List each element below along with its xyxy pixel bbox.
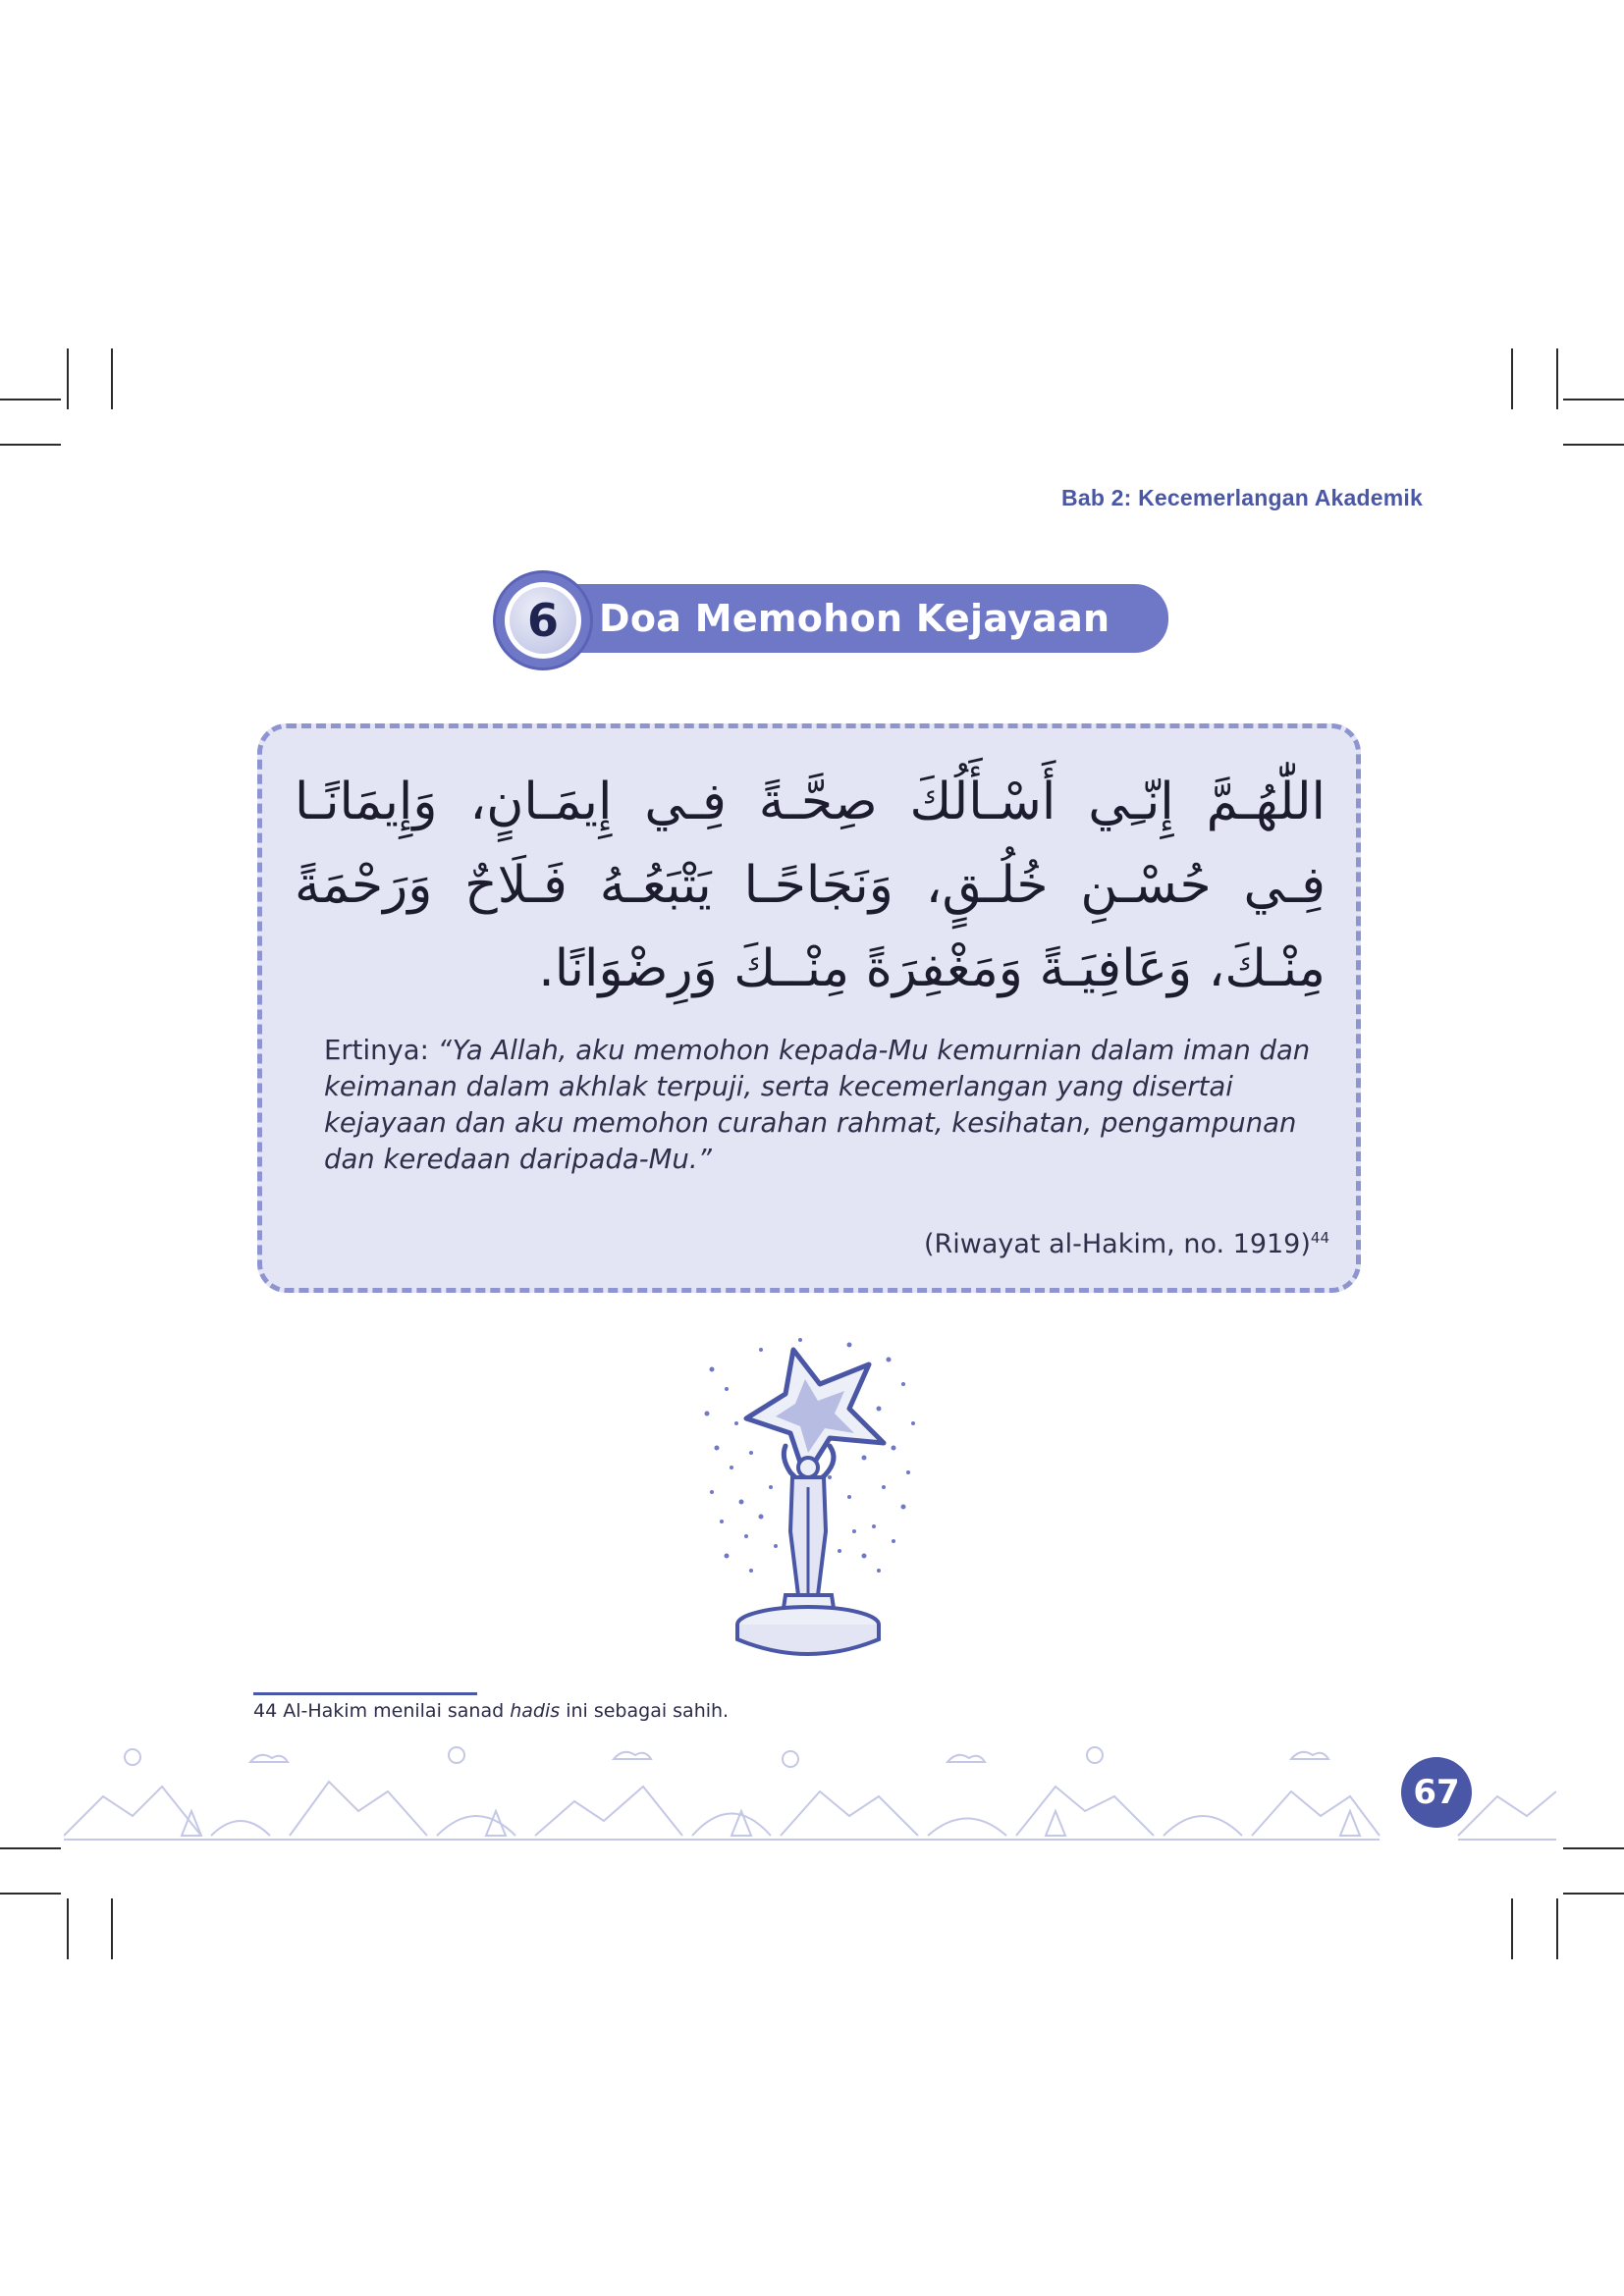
doa-meaning (324, 1033, 1321, 1178)
crop-mark (1563, 399, 1624, 400)
footnote (253, 1700, 729, 1722)
crop-mark (1511, 348, 1513, 409)
page-number: 67 (1401, 1757, 1472, 1828)
crop-mark (1563, 1893, 1624, 1895)
footnote-ref: 44 (1310, 1229, 1329, 1247)
meaning-label: Ertinya: (324, 1035, 429, 1066)
section-number: 6 (510, 587, 576, 654)
footnote-number: 44 (253, 1700, 278, 1722)
crop-mark (1563, 444, 1624, 446)
crop-mark (1556, 348, 1558, 409)
crop-mark (0, 399, 61, 400)
crop-mark (1563, 1847, 1624, 1849)
crop-mark (0, 1847, 61, 1849)
crop-mark (0, 1893, 61, 1895)
crop-mark (67, 348, 69, 409)
decorative-landscape-border (64, 1737, 1556, 1845)
crop-mark (1511, 1898, 1513, 1959)
section-title: Doa Memohon Kejayaan (599, 597, 1110, 640)
meaning-text: “Ya Allah, aku memohon kepada-Mu kemurnian dalam iman dan keimanan dalam akhlak terpuji, serta kecemerlangan yang disertai kejayaan dan aku memohon curahan rahmat, kesihatan, pengampunan dan keredaan daripada-Mu.” (324, 1035, 1311, 1175)
footnote-text-before: Al-Hakim menilai sanad (283, 1700, 511, 1722)
doa-arabic-text: اللّٰهُـمَّ إِنّـِي أَسْـأَلُكَ صِحَّـةً فِـي إِيمَـانٍ، وَإِيمَانًـا فِـي حُسْـنِ خُلُـقٍ، وَنَجَاحًـا يَتْبَعُـهُ فَـلَاحٌ وَرَحْمَةً مِنْـكَ، وَعَافِيَـةً وَمَغْفِرَةً مِنْــكَ وَرِضْوَانًا. (295, 773, 1326, 998)
crop-mark (111, 1898, 113, 1959)
source-text: (Riwayat al-Hakim, no. 1919) (923, 1229, 1311, 1259)
footnote-italic: hadis (510, 1700, 561, 1722)
doa-source (924, 1229, 1329, 1259)
footnote-rule (253, 1692, 477, 1695)
crop-mark (0, 444, 61, 446)
crop-mark (67, 1898, 69, 1959)
footnote-text-after: ini sebagai sahih. (560, 1700, 730, 1722)
trophy-person-holding-star-icon (692, 1330, 933, 1664)
crop-mark (111, 348, 113, 409)
running-head: Bab 2: Kecemerlangan Akademik (1061, 485, 1423, 510)
crop-mark (1556, 1898, 1558, 1959)
